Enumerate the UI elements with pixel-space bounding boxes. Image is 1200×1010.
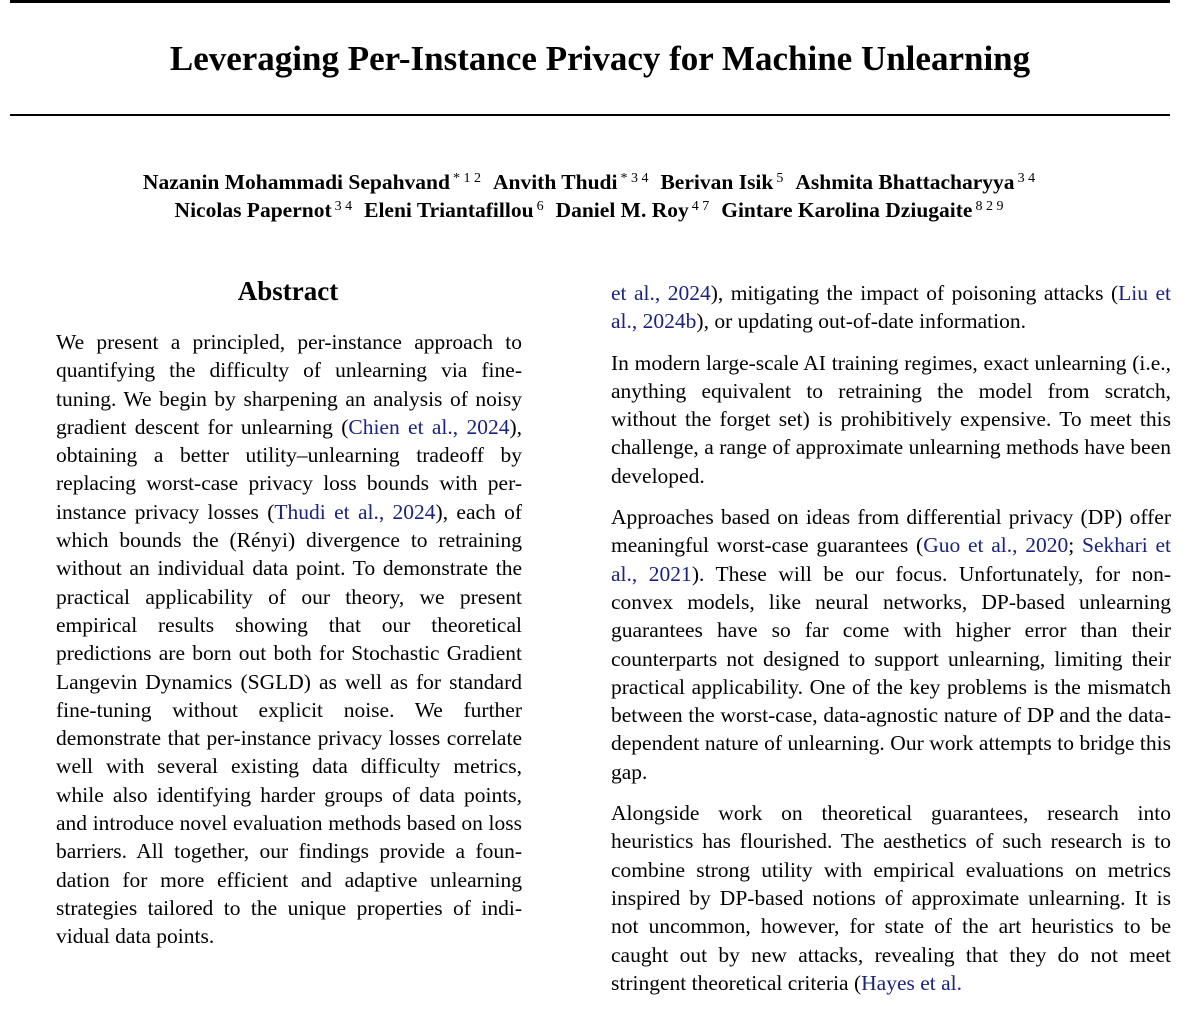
- abstract-body: [56, 328, 522, 951]
- body-paragraph: et al., 2024), mitigating the impact of poisoning attacks (Liu et al., 2024b), or updating out-of-date information.: [611, 281, 1172, 334]
- author-name: Nicolas Papernot $^{3 4}$: [174, 198, 353, 222]
- author-name: Gintare Karolina Dziugaite $^{8 2 9}$: [721, 198, 1004, 222]
- citation-link[interactable]: et al., 2024: [611, 281, 711, 305]
- author-name: Nazanin Mohammadi Sepahvand $^{* 1 2}$: [142, 170, 481, 194]
- citation-link[interactable]: Chien et al., 2024: [348, 414, 510, 439]
- body-paragraph: Alongside work on theoretical guarantees, research into heuristics has flourished. The aesthetics of such research is to combine strong utility with empirical evaluations on metrics inspired by DP-based notions of approximate unlearning. It is not uncommon, however, for state of the art heuristics to be caught out by new attacks, revealing that they do not meet stringent theoretical criteria (Hayes et al.: [611, 801, 1171, 995]
- author-name: Ashmita Bhattacharyya $^{3 4}$: [795, 170, 1036, 194]
- author-affiliation: 3 4: [334, 199, 353, 214]
- author-affiliation: * 3 4: [620, 171, 649, 186]
- intro-column: [611, 279, 1171, 1010]
- title-bottom-rule: [10, 114, 1170, 116]
- body-paragraph: Approaches based on ideas from differential privacy (DP) offer meaningful worst-case guarantees (Guo et al., 2020; Sekhari et al., 2021). These will be our focus. Unfortunately, for non-convex models, like neural networks, DP-based unlearning guarantees have so far come with higher error than their counterparts not designed to support unlearning, limiting their practical applicability. One of the key problems is the mismatch between the worst-case, data-agnostic nature of DP and the data-dependent nature of unlearning. Our work attempts to bridge this gap.: [611, 505, 1171, 784]
- citation-link[interactable]: Liu et al., 2024b: [611, 281, 1172, 334]
- author-name: Anvith Thudi $^{* 3 4}$: [492, 170, 649, 194]
- paper-title: Leveraging Per-Instance Privacy for Machine Unlearning: [169, 39, 1031, 78]
- author-list-line-1: [0, 168, 1178, 196]
- body-paragraph: In modern large-scale AI training regimes, exact unlearning (i.e., anything equivalent to retraining the model from scratch, without the forget set) is prohibitively expensive. To meet this challenge, a range of approximate unlearning methods have been developed.: [611, 350, 1171, 488]
- top-rule: [10, 0, 1170, 3]
- citation-link[interactable]: Thudi et al., 2024: [274, 499, 436, 524]
- author-affiliation: 4 7: [691, 199, 710, 214]
- abstract-paragraph: We present a principled, per-instance approach to quantifying the difficulty of unlearning via finetuning. We begin by sharpening an analysis of noisy gradient descent for unlearning (Chien et al., 2024), obtaining a better utility–unlearning tradeoff by replacing worst-case privacy loss bounds with per-instance privacy losses (Thudi et al., 2024), each of which bounds the (Rényi) divergence to retraining without an individual data point. To demonstrate the practical applicability of our theory, we present empirical results showing that our theoretical predictions are born out both for Stochastic Gradient Langevin Dynamics (SGLD) as well as for standard fine-tuning without explicit noise. We further demonstrate that per-instance privacy losses correlate well with several existing data difficulty metrics, while also identifying harder groups of data points, and introduce novel evaluation methods based on loss barriers. All together, our findings provide a foundation for more efficient and adaptive unlearning strategies tailored to the unique properties of individual data points.: [56, 330, 523, 949]
- citation-link[interactable]: Hayes et al.: [861, 970, 963, 995]
- author-affiliation: 6: [536, 199, 544, 214]
- citation-link[interactable]: Sekhari et al., 2021: [611, 533, 1171, 586]
- author-list-line-2: [0, 196, 1178, 224]
- author-affiliation: 8 2 9: [975, 199, 1004, 214]
- citation-link[interactable]: Guo et al., 2020: [923, 533, 1069, 558]
- author-affiliation: 5: [776, 171, 784, 186]
- author-affiliation: * 1 2: [452, 171, 481, 186]
- author-name: Berivan Isik $^5$: [660, 170, 784, 194]
- abstract-heading: Abstract: [237, 276, 339, 306]
- author-name: Daniel M. Roy $^{4 7}$: [555, 198, 710, 222]
- author-affiliation: 3 4: [1017, 171, 1036, 186]
- author-name: Eleni Triantafillou $^6$: [364, 198, 544, 222]
